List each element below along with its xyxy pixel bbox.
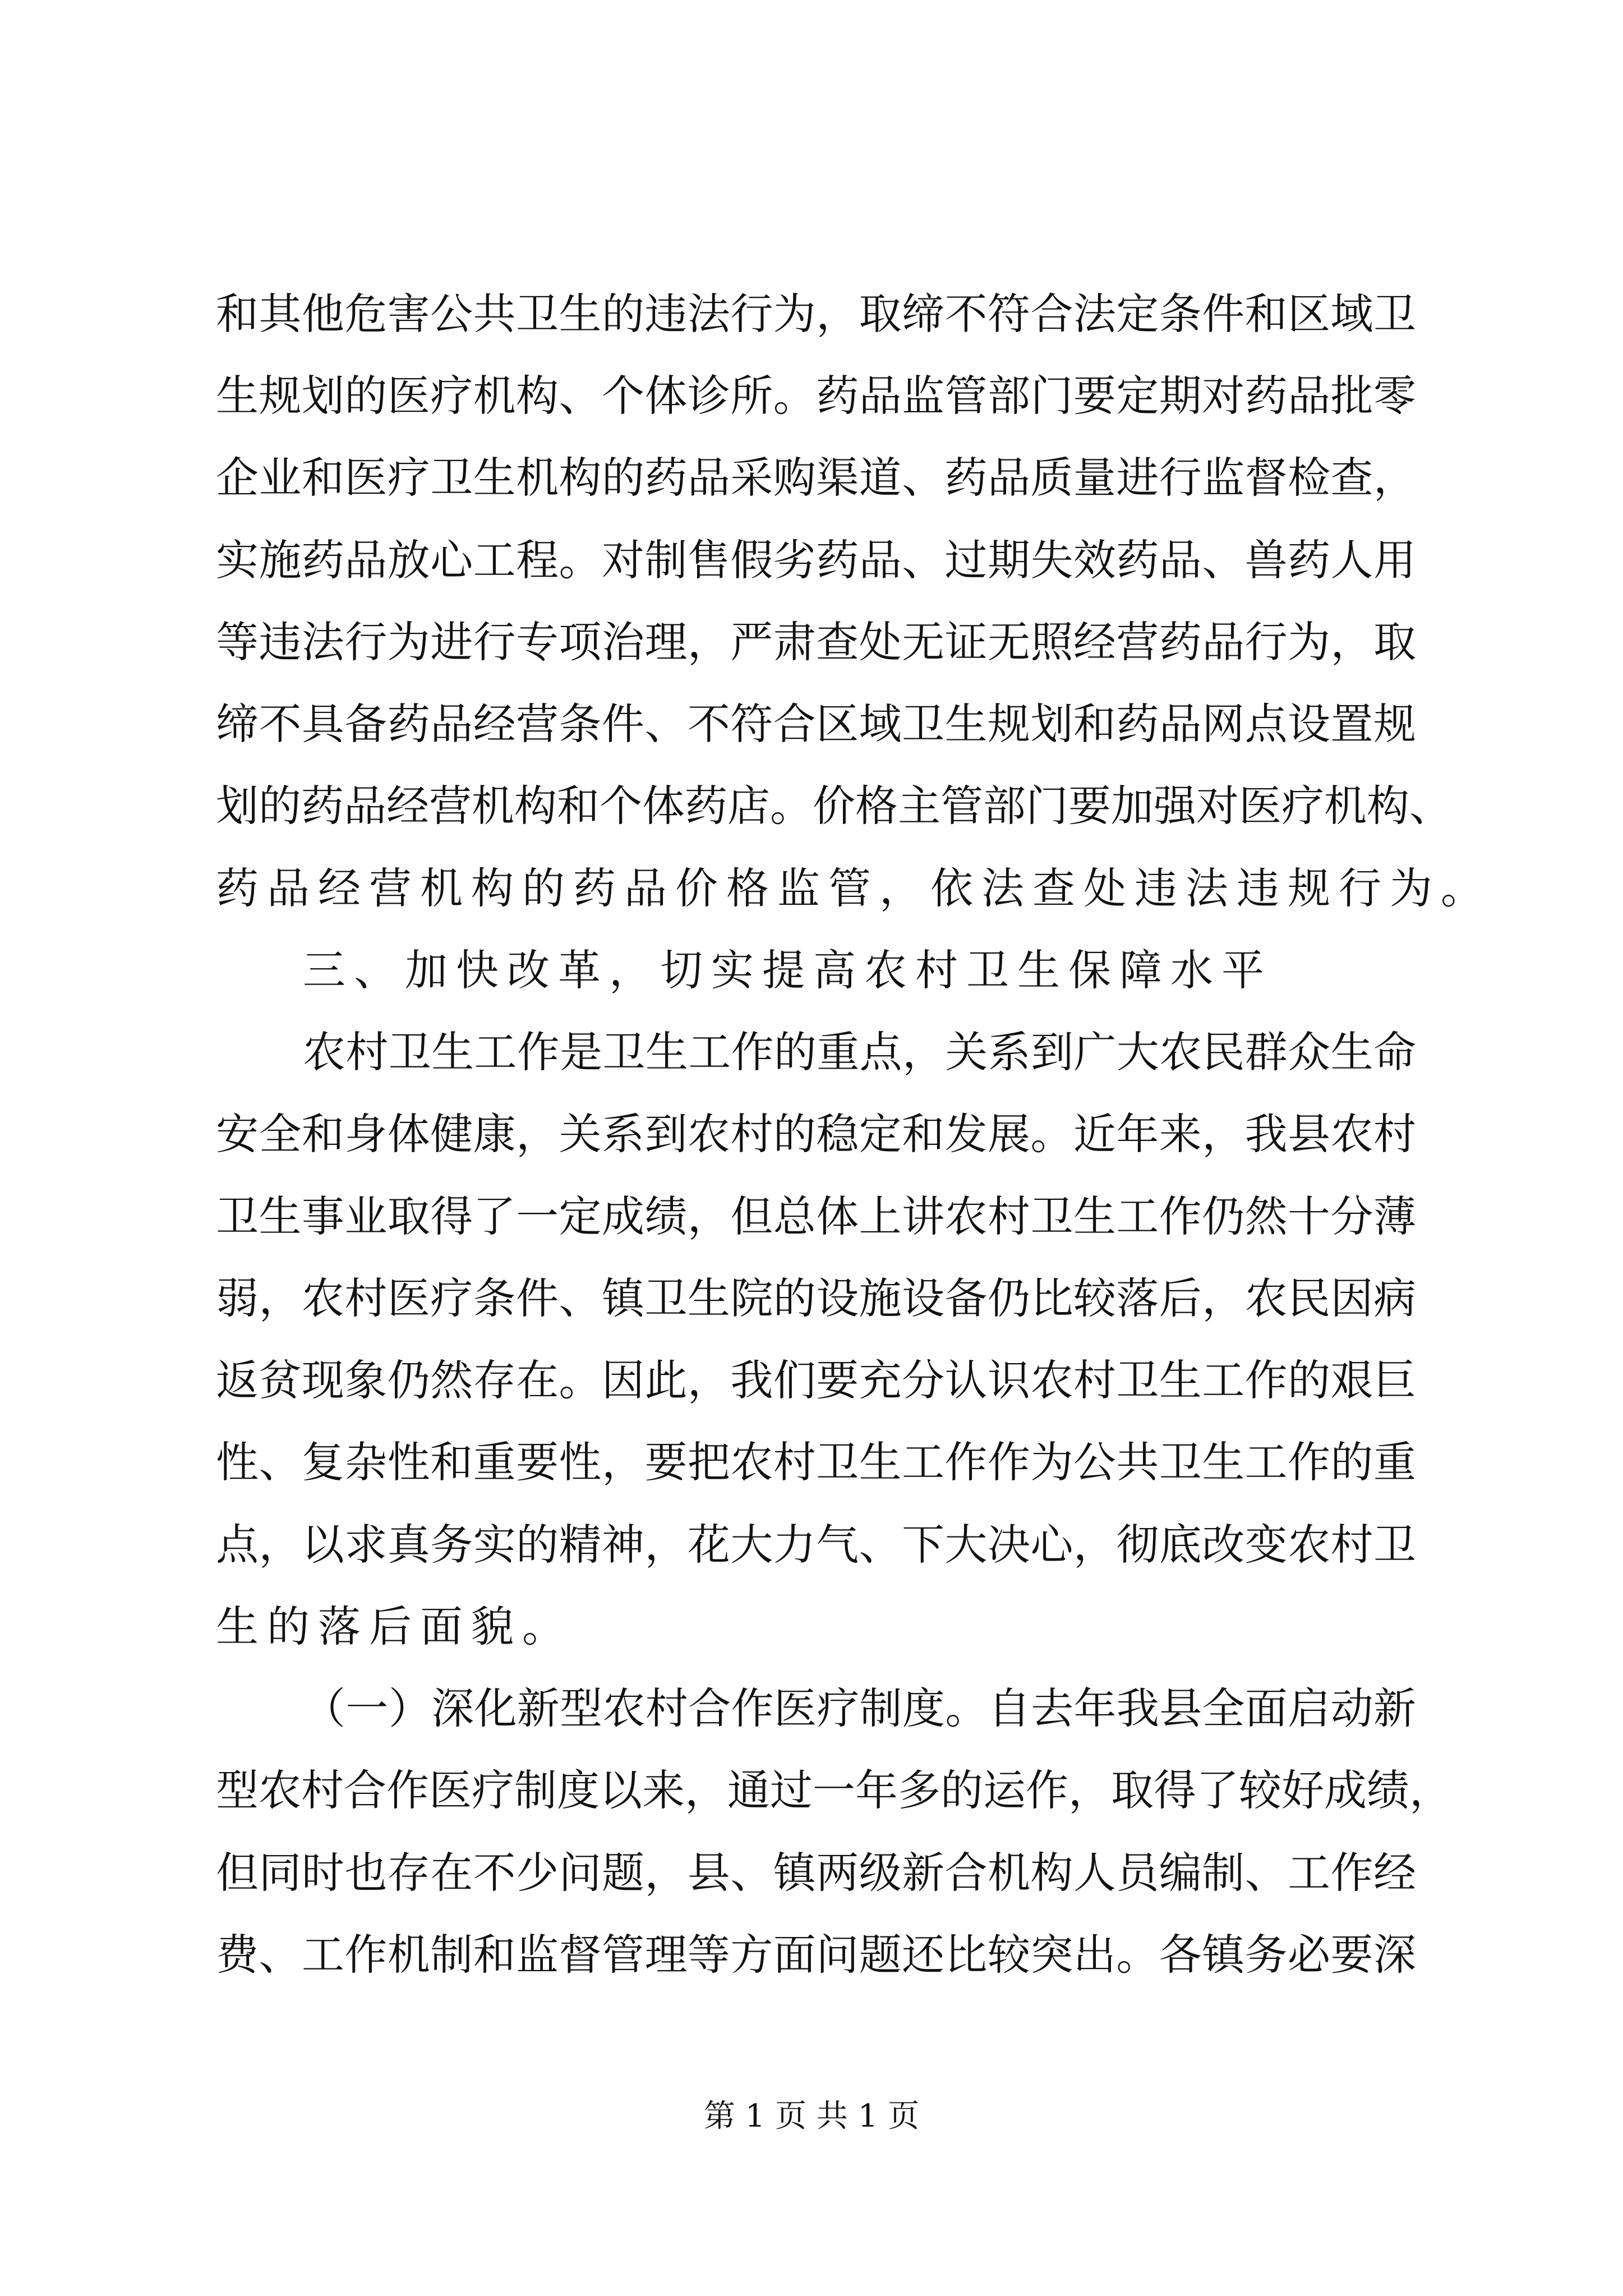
body-line: 返贫现象仍然存在。因此，我们要充分认识农村卫生工作的艰巨	[216, 1355, 1416, 1405]
body-line: 和其他危害公共卫生的违法行为，取缔不符合法定条件和区域卫	[216, 289, 1416, 339]
body-line: 实施药品放心工程。对制售假劣药品、过期失效药品、兽药人用	[216, 535, 1416, 585]
body-line: 生规划的医疗机构、个体诊所。药品监管部门要定期对药品批零	[216, 371, 1416, 421]
body-line: 型农村合作医疗制度以来，通过一年多的运作，取得了较好成绩，	[216, 1765, 1452, 1815]
subsection-line: （一）深化新型农村合作医疗制度。自去年我县全面启动新	[303, 1683, 1416, 1733]
body-line: 性、复杂性和重要性，要把农村卫生工作作为公共卫生工作的重	[216, 1437, 1416, 1487]
body-line: 但同时也存在不少问题，县、镇两级新合机构人员编制、工作经	[216, 1848, 1416, 1898]
body-line: 划的药品经营机构和个体药店。价格主管部门要加强对医疗机构、	[216, 781, 1452, 831]
body-line: 缔不具备药品经营条件、不符合区域卫生规划和药品网点设置规	[216, 699, 1416, 749]
body-line: 卫生事业取得了一定成绩，但总体上讲农村卫生工作仍然十分薄	[216, 1191, 1416, 1241]
body-line: 费、工作机制和监督管理等方面问题还比较突出。各镇务必要深	[216, 1930, 1416, 1980]
body-line: 点，以求真务实的精神，花大力气、下大决心，彻底改变农村卫	[216, 1520, 1416, 1570]
body-line: 农村卫生工作是卫生工作的重点，关系到广大农民群众生命	[303, 1027, 1416, 1077]
body-line: 企业和医疗卫生机构的药品采购渠道、药品质量进行监督检查，	[216, 453, 1416, 503]
page-footer: 第 1 页 共 1 页	[703, 2098, 920, 2134]
body-line: 安全和身体健康，关系到农村的稳定和发展。近年来，我县农村	[216, 1109, 1416, 1159]
body-line: 生的落后面貌。	[216, 1602, 573, 1651]
body-line: 药品经营机构的药品价格监管，依法查处违法违规行为。	[216, 863, 1492, 913]
body-line: 等违法行为进行专项治理，严肃查处无证无照经营药品行为，取	[216, 617, 1416, 667]
body-line: 弱，农村医疗条件、镇卫生院的设施设备仍比较落后，农民因病	[216, 1273, 1416, 1323]
section-heading: 三、加快改革，切实提高农村卫生保障水平	[303, 945, 1272, 995]
